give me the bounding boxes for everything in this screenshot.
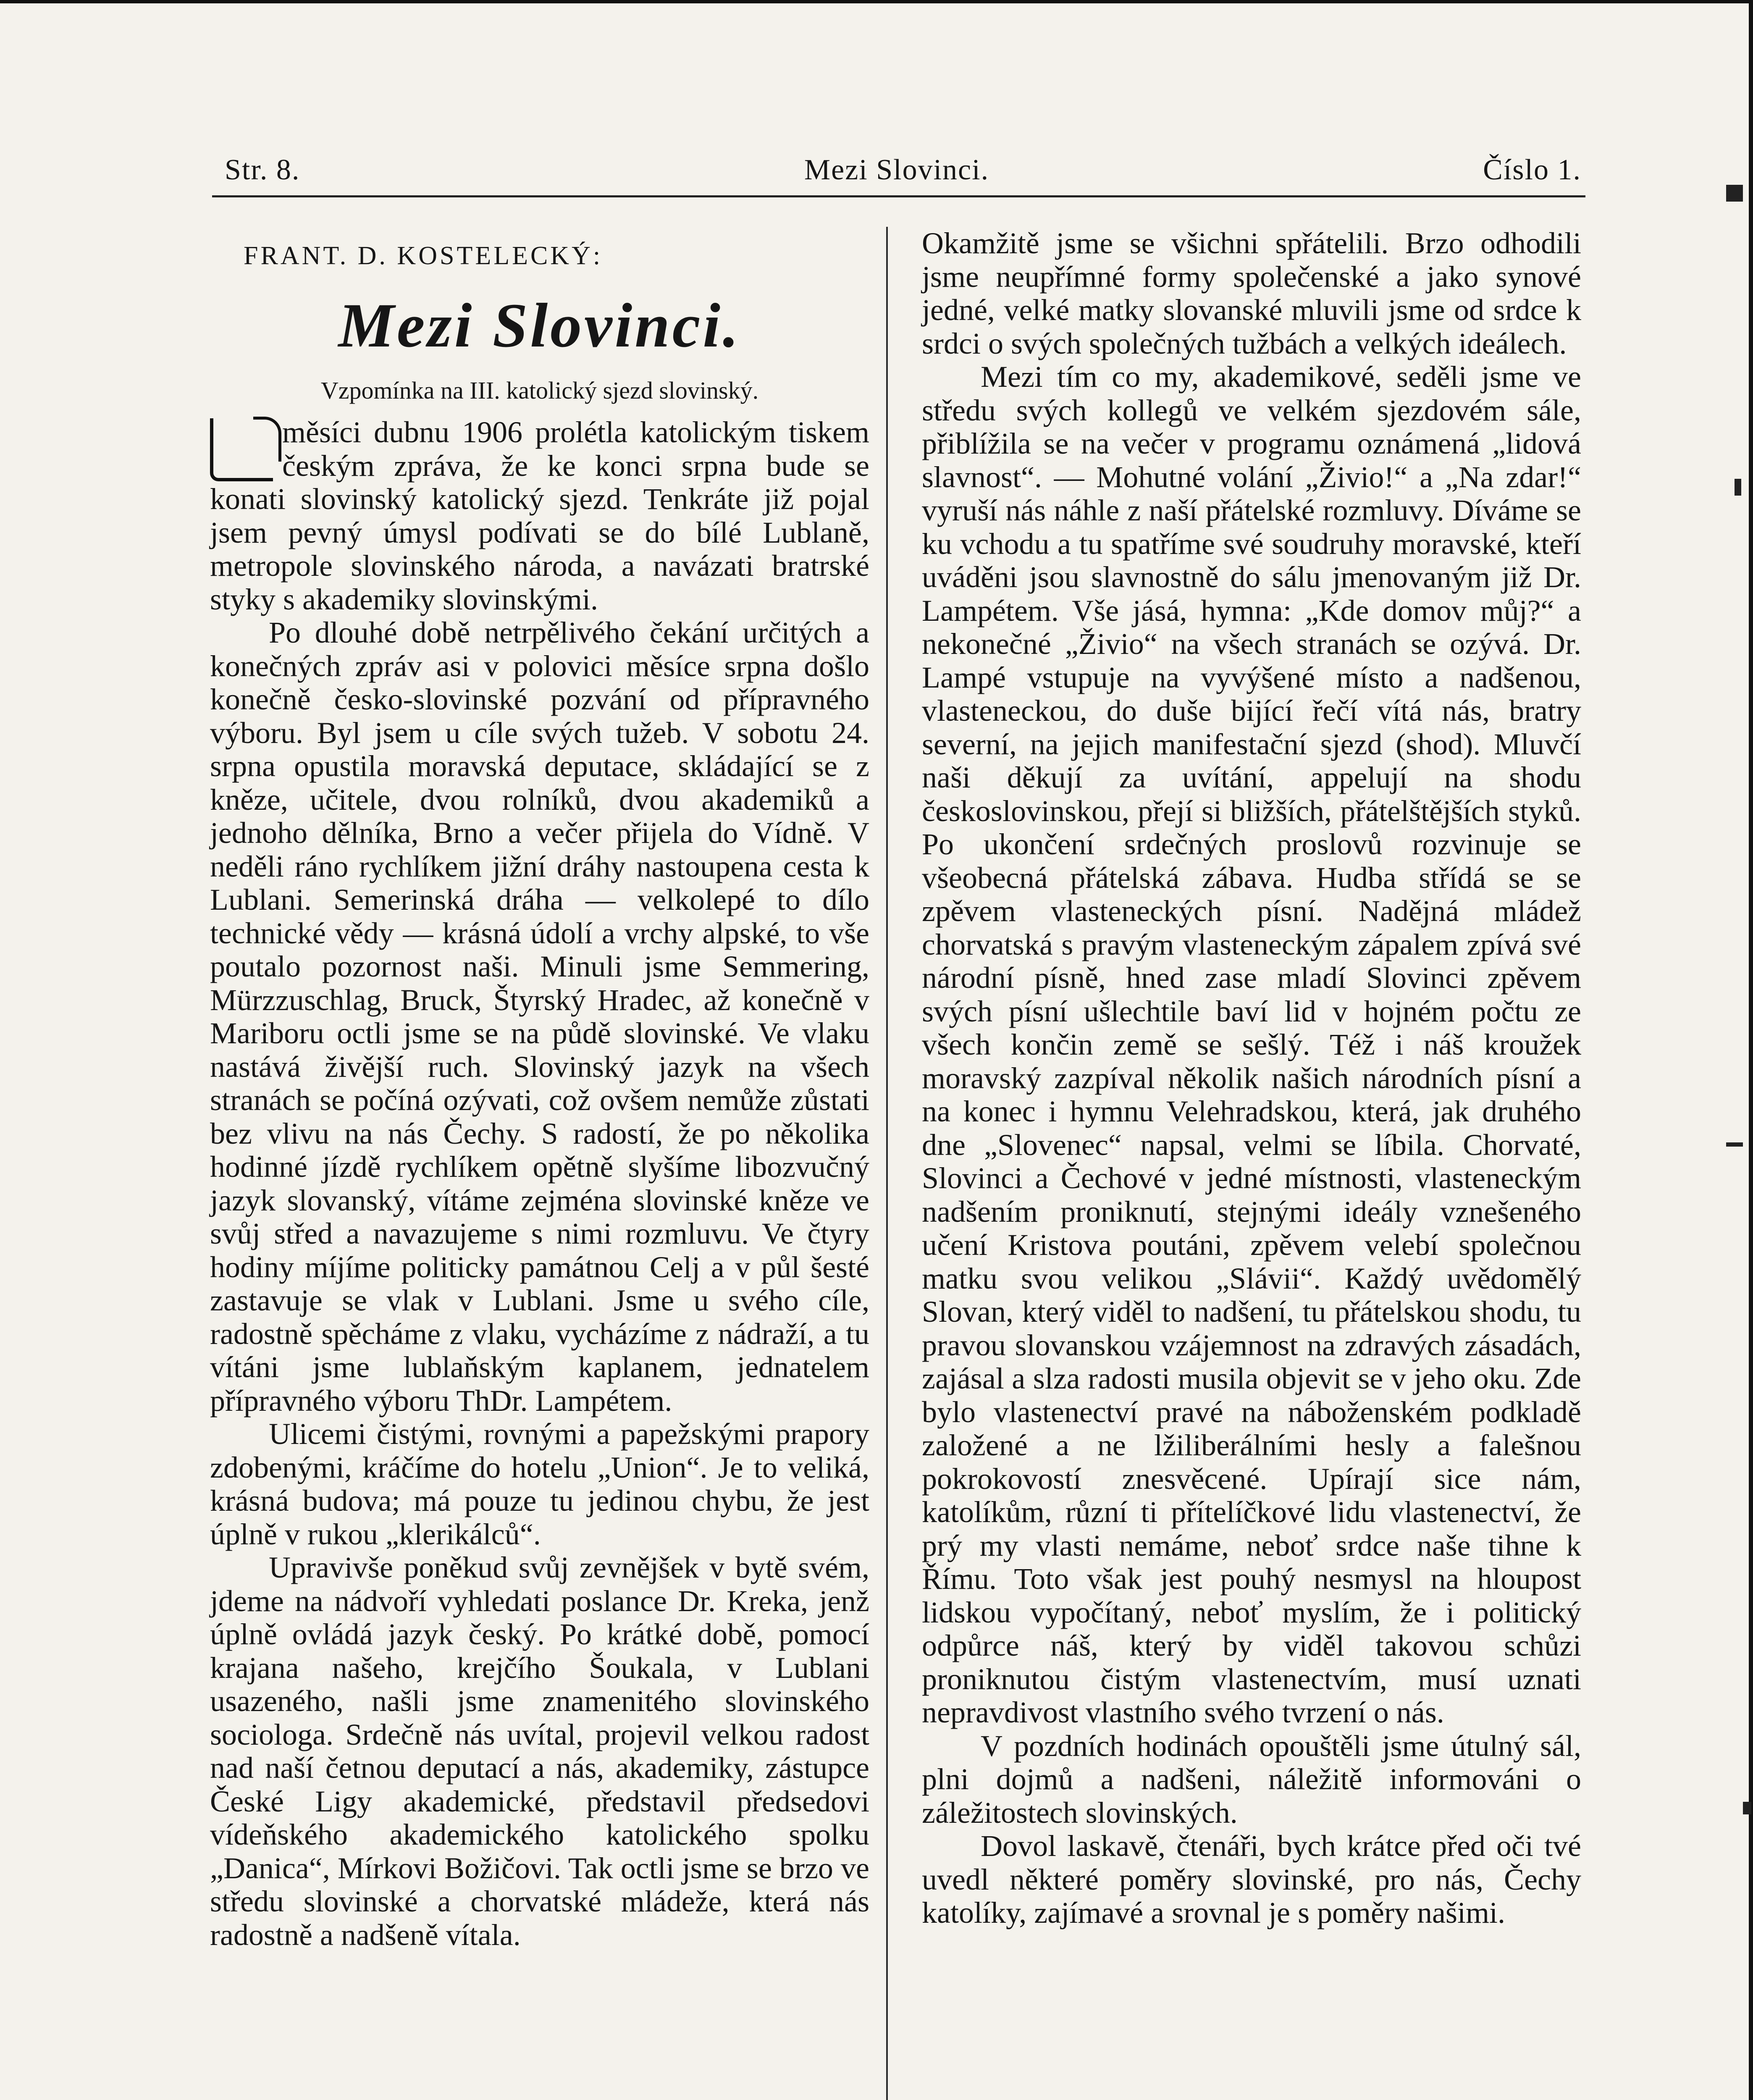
paragraph: Mezi tím co my, akademikové, seděli jsme ve středu svých kollegů ve velkém sjezdovém sále, přiblížila se na večer v programu oznámená „lidová slavnost“. — Mohutné volání „Živio!“ a „Na zdar!“ vyruší nás náhle z naší přátelské rozmluvy. Díváme se ku vchodu a tu spatříme své soudruhy moravské, kteří uváděni jsou slavnostně do sálu jmenovaným již Dr. Lampétem. Vše jásá, hymna: „Kde domov můj?“ a nekonečné „Živio“ na všech stranách se ozývá. Dr. Lampé vstupuje na vyvýšené místo a nadšenou, vlasteneckou, do duše bijící řečí vítá nás, bratry severní, na jejich manifestační sjezd (shod). Mluvčí naši děkují za uvítání, appelují na shodu českoslovinskou, přejí si bližších, přátelštějších styků. Po ukončení srdečných proslovů rozvinuje se všeobecná přátelská zábava. Hudba střídá se se zpěvem vlasteneckých písní. Nadějná mládež chorvatská s pravým vlasteneckým zápalem zpívá své národní písně, hned zase mladí Slovinci zpěvem svých písní ušlechtile baví lid v hojném počtu ze všech končin země se sešlý. Též i náš kroužek moravský zazpíval několik našich národních písní a na konec i hymnu Velehradskou, která, jak druhého dne „Slovenec“ napsal, velmi se líbila. Chorvaté, Slovinci a Čechové v jedné místnosti, vlasteneckým nadšením proniknutí, stejnými ideály vznešeného učení Kristova poutáni, zpěvem velebí společnou matku svou velikou „Slávii“. Každý uvědomělý Slovan, který viděl to nadšení, tu přátelskou shodu, tu pravou slovanskou vzájemnost na zdravých zásadách, zajásal a slza radosti musila objevit se v jeho oku. Zde bylo vlastenectví pravé na náboženském podkladě založené a ne lžiliberálními hesly a falešnou pokrokovostí znesvěcené. Upírají sice nám, katolíkům, různí ti přítelíčkové lidu vlastenectví, že prý my vlasti nemáme, neboť srdce naše tihne k Římu. Toto však jest pouhý nesmysl na hloupost lidskou vypočítaný, neboť myslím, že i politický odpůrce náš, který by viděl takovou schůzi proniknutou čistým vlastenectvím, musí uznati nepravdivost vlastního svého tvrzení o nás. xyxy=(922,360,1581,1729)
paragraph: Dovol laskavě, čtenáři, bych krátce před oči tvé uvedl některé poměry slovinské, pro nás, Čechy katolíky, zajímavé a srovnal je s poměry našimi. xyxy=(922,1829,1581,1929)
issue-number: Číslo 1. xyxy=(1483,154,1581,186)
page-number: Str. 8. xyxy=(225,154,300,186)
paragraph-text: měsíci dubnu 1906 prolétla katolickým tiskem českým zpráva, že ke konci srpna bude se konati slovinský katolický sjezd. Tenkráte již pojal jsem pevný úmysl podívati se do bílé Lublaně, metropole slovinského národa, a navázati bratrské styky s akademiky slovinskými. xyxy=(210,415,869,616)
margin-mark xyxy=(1726,185,1743,202)
margin-mark xyxy=(1743,1802,1751,1814)
page-edge-right xyxy=(1749,0,1753,2100)
margin-mark xyxy=(1726,1142,1743,1147)
column-divider xyxy=(886,227,888,2100)
article-title: Mezi Slovinci. xyxy=(338,291,741,360)
paragraph xyxy=(210,416,869,616)
paragraph: Okamžitě jsme se všichni spřátelili. Brzo odhodili jsme neupřímné formy společenské a jako synové jedné, velké matky slovanské mluvili jsme od srdce k srdci o svých společných tužbách a velkých ideálech. xyxy=(922,226,1581,360)
right-column xyxy=(922,227,1581,1930)
drop-cap xyxy=(210,418,273,481)
paragraph: Upravivše poněkud svůj zevnějšek v bytě svém, jdeme na nádvoří vyhledati poslance Dr. Kreka, jenž úplně ovládá jazyk český. Po krátké době, pomocí krajana našeho, krejčího Šoukala, v Lublani usazeného, našli jsme znamenitého slovinského sociologa. Srdečně nás uvítal, projevil velkou radost nad naší četnou deputací a nás, akademiky, zástupce České Ligy akademické, představil předsedovi vídeňského akademického katolického spolku „Danica“, Mírkovi Božičovi. Tak octli jsme se brzo ve středu slovinské a chorvatské mládeže, která nás radostně a nadšeně vítala. xyxy=(210,1551,869,1952)
paragraph: Po dlouhé době netrpělivého čekání určitých a konečných zpráv asi v polovici měsíce srpna došlo konečně česko-slovinské pozvání od přípravného výboru. Byl jsem u cíle svých tužeb. V sobotu 24. srpna opustila moravská deputace, skládající se z kněze, učitele, dvou rolníků, dvou akademiků a jednoho dělníka, Brno a večer přijela do Vídně. V neděli ráno rychlíkem jižní dráhy nastoupena cesta k Lublani. Semerinská dráha — velkolepé to dílo technické vědy — krásná údolí a vrchy alpské, to vše poutalo pozornost naši. Minuli jsme Semmering, Mürzzuschlag, Bruck, Štyrský Hradec, až konečně v Mariboru octli jsme se na půdě slovinské. Ve vlaku nastává živější ruch. Slovinský jazyk na všech stranách se počíná ozývati, což ovšem nemůže zůstati bez vlivu na nás Čechy. S radostí, že po několika hodinné jízdě rychlíkem opětně slyšíme libozvučný jazyk slovanský, vítáme zejména slovinské kněze ve svůj střed a navazujeme s nimi rozmluvu. Ve čtyry hodiny míjíme politicky památnou Celj a v půl šesté zastavuje se vlak v Lublani. Jsme u svého cíle, radostně spěcháme z vlaku, vycházíme z nádraží, a tu vítáni jsme lublaňským kaplanem, jednatelem přípravného výboru ThDr. Lampétem. xyxy=(210,616,869,1418)
drop-cap-flourish xyxy=(253,417,281,462)
article-subtitle: Vzpomínka na III. katolický sjezd slovinský. xyxy=(320,377,759,404)
paragraph: Ulicemi čistými, rovnými a papežskými prapory zdobenými, kráčíme do hotelu „Union“. Je to veliká, krásná budova; má pouze tu jedinou chybu, že jest úplně v rukou „klerikálců“. xyxy=(210,1417,869,1551)
running-header xyxy=(212,153,1581,200)
paragraph: V pozdních hodinách opouštěli jsme útulný sál, plni dojmů a nadšeni, náležitě informováni o záležitostech slovinských. xyxy=(922,1729,1581,1830)
page-edge-top xyxy=(0,0,1753,3)
margin-mark xyxy=(1735,479,1741,496)
header-rule xyxy=(212,195,1585,197)
article-author: FRANT. D. KOSTELECKÝ: xyxy=(244,242,603,270)
journal-title: Mezi Slovinci. xyxy=(804,154,989,186)
left-column xyxy=(210,227,869,1952)
